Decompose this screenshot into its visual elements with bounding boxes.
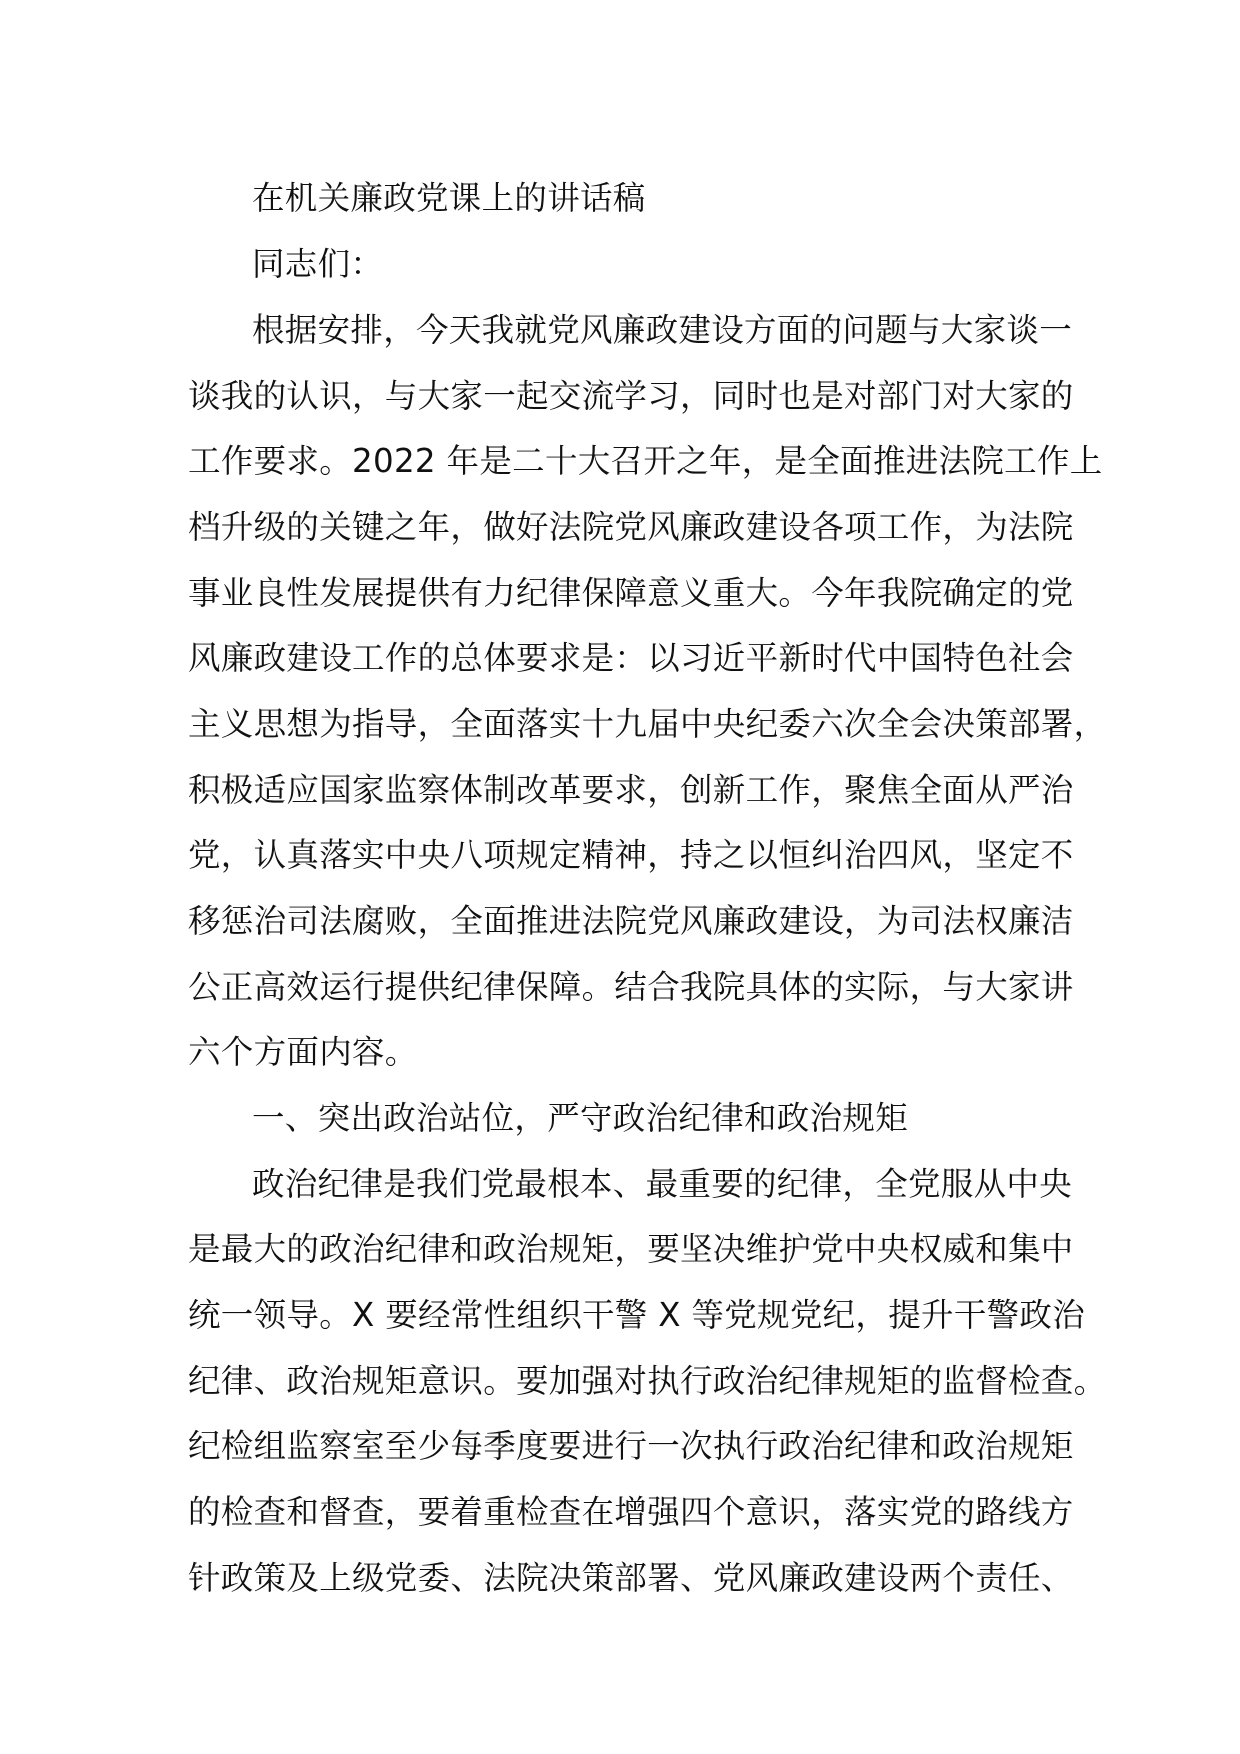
paragraph-line: 纪检组监察室至少每季度要进行一次执行政治纪律和政治规矩 (188, 1427, 1074, 1465)
paragraph-line: 六个方面内容。 (188, 1033, 418, 1071)
paragraph-line: 主义思想为指导，全面落实十九届中央纪委六次全会决策部署， (188, 705, 1107, 743)
paragraph-line: 根据安排，今天我就党风廉政建设方面的问题与大家谈一 (252, 311, 1073, 349)
paragraph-line: 风廉政建设工作的总体要求是：以习近平新时代中国特色社会 (188, 639, 1074, 677)
paragraph-line: 谈我的认识，与大家一起交流学习，同时也是对部门对大家的 (188, 377, 1074, 415)
paragraph-line: 政治纪律是我们党最根本、最重要的纪律，全党服从中央 (252, 1165, 1073, 1203)
paragraph-line: 党，认真落实中央八项规定精神，持之以恒纠治四风，坚定不 (188, 836, 1074, 874)
section-heading: 一、突出政治站位，严守政治纪律和政治规矩 (252, 1099, 909, 1137)
paragraph-line: 针政策及上级党委、法院决策部署、党风廉政建设两个责任、 (188, 1559, 1074, 1597)
paragraph-line: 的检查和督查，要着重检查在增强四个意识，落实党的路线方 (188, 1493, 1074, 1531)
paragraph-line: 统一领导。X 要经常性组织干警 X 等党规党纪，提升干警政治 (188, 1296, 1086, 1334)
salutation: 同志们： (252, 245, 384, 283)
paragraph-line: 移惩治司法腐败，全面推进法院党风廉政建设，为司法权廉洁 (188, 902, 1074, 940)
paragraph-line: 积极适应国家监察体制改革要求，创新工作，聚焦全面从严治 (188, 771, 1074, 809)
document-title: 在机关廉政党课上的讲话稿 (252, 179, 646, 217)
paragraph-line: 工作要求。2022 年是二十大召开之年，是全面推进法院工作上 (188, 442, 1103, 480)
paragraph-line: 事业良性发展提供有力纪律保障意义重大。今年我院确定的党 (188, 574, 1074, 612)
paragraph-line: 档升级的关键之年，做好法院党风廉政建设各项工作，为法院 (188, 508, 1074, 546)
paragraph-line: 公正高效运行提供纪律保障。结合我院具体的实际，与大家讲 (188, 968, 1074, 1006)
paragraph-line: 纪律、政治规矩意识。要加强对执行政治纪律规矩的监督检查。 (188, 1362, 1107, 1400)
paragraph-line: 是最大的政治纪律和政治规矩，要坚决维护党中央权威和集中 (188, 1230, 1074, 1268)
